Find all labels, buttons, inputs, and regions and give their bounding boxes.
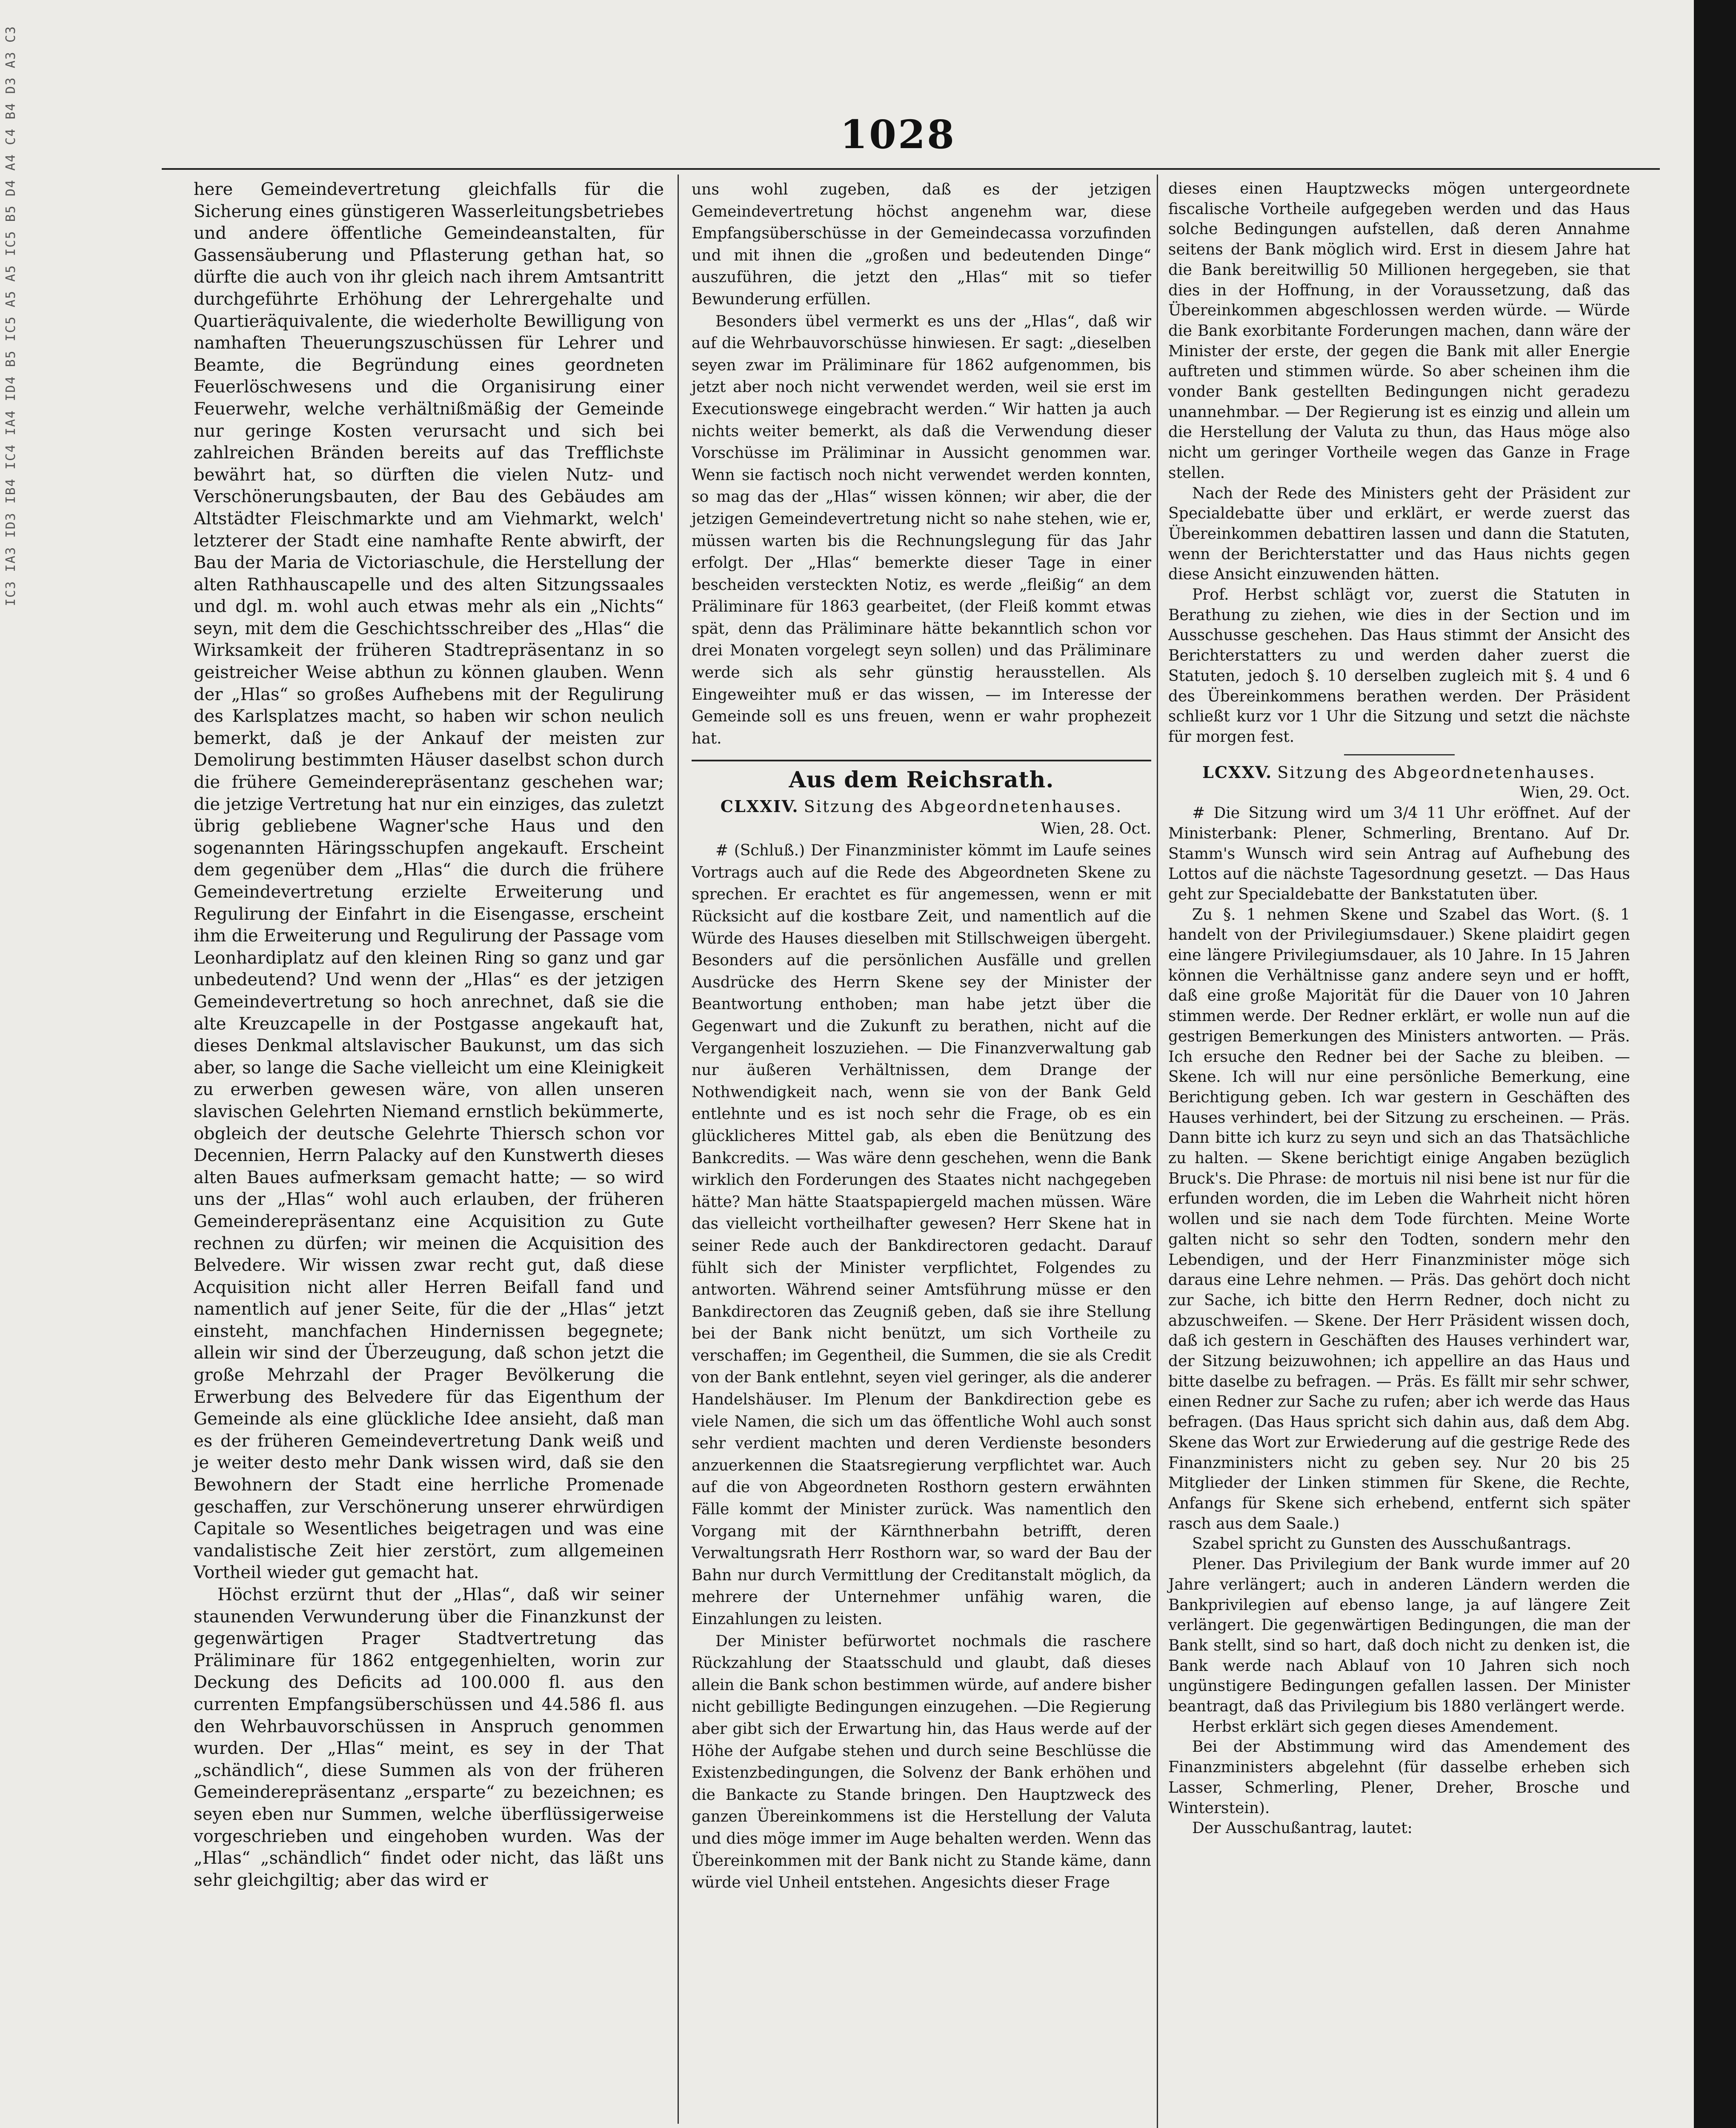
session-number: LCXXV. xyxy=(1202,762,1273,782)
session-number: CLXXIV. xyxy=(720,797,799,816)
col3-paragraph-5: Zu §. 1 nehmen Skene und Szabel das Wort. (§. 1 handelt von der Privilegiumsdauer.) Skene plaidirt gegen eine längere Privilegiumsdauer, als 10 Jahre. In 15 Jahren können die Verhältnisse ganz andere seyn und er hofft, daß eine große Majorität für die Dauer von 10 Jahren stimmen werde. Der Redner erklärt, er wolle nun auf die gestrigen Bemerkungen des Ministers antworten. — Präs. Ich ersuche den Redner bei der Sache zu bleiben. — Skene. Ich will nur eine persönliche Bemerkung, eine Berichtigung geben. Ich war gestern in Geschäften des Hauses verhindert, bei der Sitzung zu erscheinen. — Präs. Dann bitte ich kurz zu seyn und sich an das Thatsächliche zu halten. — Skene berichtigt einige Angaben bezüglich Bruck's. Die Phrase: de mortuis nil nisi bene ist nur für die erfunden worden, die im Leben die Wahrheit nicht hören wollen und sie nach dem Tode fürchten. Meine Worte galten nicht so sehr den Todten, sondern mehr den Lebendigen, und der Herr Finanzminister möge sich daraus eine Lehre nehmen. — Präs. Das gehört doch nicht zur Sache, ich bitte den Herrn Redner, doch nicht zu abzuschweifen. — Skene. Der Herr Präsident wissen doch, daß ich gestern in Geschäften des Hauses verhindert war, der Sitzung beizuwohnen; ich appellire an das Haus und bitte daselbe zu befragen. — Präs. Es fällt mir sehr schwer, einen Redner zur Sache zu rufen; aber ich werde das Haus befragen. (Das Haus spricht sich dahin aus, daß dem Abg. Skene das Wort zur Erwiederung auf die gestrige Rede des Finanzministers nicht zu geben sey. Nur 20 bis 25 Mitglieder der Linken stimmen für Skene, die Rechte, Anfangs für Skene sich erhebend, entfernt sich später rasch aus dem Saale.) xyxy=(1168,906,1630,1533)
session-title: Sitzung des Abgeordnetenhauses. xyxy=(804,797,1123,816)
col3-paragraph-4: # Die Sitzung wird um 3/4 11 Uhr eröffnet. Auf der Ministerbank: Plener, Schmerling, Brentano. Auf Dr. Stamm's Wunsch wird sein Antrag auf Aufhebung des Lottos auf die nächste Tagesordnung gesetzt. — Das Haus geht zur Specialdebatte der Bankstatuten über. xyxy=(1168,804,1630,903)
page-number: 1028 xyxy=(840,112,956,157)
column-2 xyxy=(692,179,1151,1894)
col3-paragraph-9: Bei der Abstimmung wird das Amendement des Finanzministers abgelehnt (für dasselbe erheben sich Lasser, Schmerling, Plener, Dreher, Brosche und Winterstein). xyxy=(1168,1738,1630,1817)
col3-paragraph-8: Herbst erklärt sich gegen dieses Amendement. xyxy=(1192,1718,1559,1736)
col3-paragraph-3: Prof. Herbst schlägt vor, zuerst die Statuten in Berathung zu ziehen, wie dies in der Section und im Ausschusse geschehen. Das Haus stimmt der Ansicht des Berichterstatters zu und werden daher zuerst die Statuten, jedoch §. 10 derselben zugleich mit §. 4 und 6 des Übereinkommens berathen werden. Der Präsident schließt kurz vor 1 Uhr die Sitzung und setzt die nächste für morgen fest. xyxy=(1168,586,1630,746)
col3-paragraph-10: Der Ausschußantrag, lautet: xyxy=(1192,1819,1413,1837)
col1-paragraph-2: Höchst erzürnt thut der „Hlas“, daß wir seiner staunenden Verwunderung über die Finanzkunst der gegenwärtigen Prager Stadtvertretung das Präliminare für 1862 entgegenhielten, worin zur Deckung des Deficits ad 100.000 fl. aus den currenten Empfangsüberschüssen und 44.586 fl. aus den Wehrbauvorschüssen in Anspruch genommen wurden. Der „Hlas“ meint, es sey in der That „schändlich“, diese Summen als von der früheren Gemeinderepräsentanz „ersparte“ zu bezeichnen; es seyen eben nur Summen, welche überflüssigerweise vorgeschrieben und eingehoben wurden. Was der „Hlas“ „schändlich“ findet oder nicht, das läßt uns sehr gleichgiltig; aber das wird er xyxy=(194,1585,664,1890)
session-title: Sitzung des Abgeordnetenhauses. xyxy=(1277,763,1596,782)
col2-paragraph-4: Der Minister befürwortet nochmals die raschere Rückzahlung der Staatsschuld und glaubt, daß dieses allein die Bank schon bestimmen würde, auf andere bisher nicht gebilligte Bedingungen einzugehen. —Die Regierung aber gibt sich der Erwartung hin, das Haus werde auf der Höhe der Aufgabe stehen und durch seine Beschlüsse die Existenzbedingungen, die Solvenz der Bank erhöhen und die Bankacte zu Stande bringen. Den Hauptzweck des ganzen Übereinkommens ist die Herstellung der Valuta und dies möge immer im Auge behalten werden. Wenn das Übereinkommen mit der Bank nicht zu Stande käme, dann würde viel Unheil entstehen. Angesichts dieser Frage xyxy=(692,1632,1151,1892)
column-divider-1 xyxy=(678,174,679,2124)
column-3 xyxy=(1168,179,1630,1839)
section-heading: Aus dem Reichsrath. xyxy=(692,760,1151,791)
col3-paragraph-6: Szabel spricht zu Gunsten des Ausschußantrags. xyxy=(1192,1535,1572,1553)
col2-paragraph-3: # (Schluß.) Der Finanzminister kömmt im Laufe seines Vortrags auch auf die Rede des Abgeordneten Skene zu sprechen. Er erachtet es für angemessen, wenn er mit Rücksicht auf die kostbare Zeit, und namentlich auf die Würde des Hauses dieselben mit Stillschweigen übergeht. Besonders auf die persönlichen Ausfälle und grellen Ausdrücke des Herrn Skene sey der Minister der Beantwortung enthoben; man habe jetzt über die Gegenwart und die Zukunft zu berathen, nicht auf die Vergangenheit loszuziehen. — Die Finanzverwaltung gab nur äußeren Verhältnissen, dem Drange der Nothwendigkeit nach, wenn sie von der Bank Geld entlehnte und es ist noch sehr die Frage, ob es ein glücklicheres Mittel gab, als eben die Benützung des Bankcredits. — Was wäre denn geschehen, wenn die Bank wirklich den Forderungen des Staates nicht nachgegeben hätte? Man hätte Staatspapiergeld machen müssen. Wäre das vielleicht vortheilhafter gewesen? Herr Skene hat in seiner Rede auch der Bankdirectoren gedacht. Darauf fühlt sich der Minister verpflichtet, Folgendes zu antworten. Während seiner Amtsführung müsse er den Bankdirectoren das Zeugniß geben, daß sie ihre Stellung bei der Bank nicht benützt, um sich Vortheile zu verschaffen; im Gegentheil, die Summen, die sie als Credit von der Bank entlehnt, seyen viel geringer, als die anderer Handelshäuser. Im Plenum der Bankdirection gebe es viele Namen, die sich um das öffentliche Wohl auch sonst sehr verdient machten und deren Verdienste besonders anzuerkennen die Staatsregierung verpflichtet war. Auch auf die von Abgeordneten Rosthorn gestern erwähnten Fälle kommt der Minister zurück. Was namentlich den Vorgang mit der Kärnthnerbahn betrifft, deren Verwaltungsrath Herr Rosthorn war, so ward der Bau der Bahn nur durch Vermittlung der Creditanstalt möglich, da mehrere der Unternehmer unfähig waren, die Einzahlungen zu leisten. xyxy=(692,842,1151,1628)
column-divider-2 xyxy=(1157,174,1158,2128)
stamp-text: IC3 IA3 ID3 IB4 IC4 IA4 ID4 B5 IC5 A5 A5 IC5 B5 D4 A4 C4 B4 D3 A3 C3 xyxy=(3,26,18,606)
session-heading-175 xyxy=(1168,762,1630,783)
section-separator xyxy=(1344,754,1455,755)
session-date: Wien, 29. Oct. xyxy=(1519,784,1630,802)
col3-paragraph-7: Plener. Das Privilegium der Bank wurde immer auf 20 Jahre verlängert; auch in anderen Ländern werden die Bankprivilegien auf ebenso lange, ja auf längere Zeit verlängert. Die gegenwärtigen Bedingungen, die man der Bank stellt, sind so hart, daß doch nicht zu denken ist, die Bank werde nach Ablauf von 10 Jahren sich noch ungünstigere Bedingungen gefallen lassen. Der Minister beantragt, daß das Privilegium bis 1880 verlängert werde. xyxy=(1168,1556,1630,1716)
col2-paragraph-1: uns wohl zugeben, daß es der jetzigen Gemeindevertretung höchst angenehm war, diese Empfangsüberschüsse in der Gemeindecassa vorzufinden und mit ihnen die „großen und bedeutenden Dinge“ auszuführen, die jetzt den „Hlas“ mit so tiefer Bewunderung erfüllen. xyxy=(692,181,1151,308)
col3-paragraph-1: dieses einen Hauptzwecks mögen untergeordnete fiscalische Vortheile aufgegeben werden und das Haus solche Bedingungen aufstellen, daß deren Annahme seitens der Bank möglich wird. Erst in diesem Jahre hat die Bank bereitwillig 50 Millionen hergegeben, sie that dies in der Hoffnung, in der Voraussetzung, daß das Übereinkommen abgeschlossen werden würde. — Würde die Bank exorbitante Forderungen machen, dann wäre der Minister der erste, der gegen die Bank mit aller Energie auftreten und stimmen würde. So aber scheinen ihm die vonder Bank gestellten Bedingungen nicht geradezu unannehmbar. — Der Regierung ist es einzig und allein um die Herstellung der Valuta zu thun, das Haus möge also nicht um geringer Vortheile wegen das Ganze in Frage stellen. xyxy=(1168,180,1630,482)
col3-paragraph-2: Nach der Rede des Ministers geht der Präsident zur Specialdebatte über und erklärt, er werde zuerst das Übereinkommen debattiren lassen und dann die Statuten, wenn der Berichterstatter und das Haus nichts gegen diese Ansicht einzuwenden hätten. xyxy=(1168,484,1630,583)
scan-dark-edge xyxy=(1694,0,1736,2128)
column-1 xyxy=(194,179,664,1891)
header-rule xyxy=(162,168,1660,170)
session-heading-174 xyxy=(692,795,1151,818)
col2-paragraph-2: Besonders übel vermerkt es uns der „Hlas“, daß wir auf die Wehrbauvorschüsse hinwiesen. Er sagt: „dieselben seyen zwar im Präliminare für 1862 aufgenommen, bis jetzt aber noch nicht verwendet werden, weil sie erst im Executionswege eingebracht werden.“ Wir hatten ja auch nichts weiter bemerkt, als daß die Verwendung dieser Vorschüsse im Präliminar in Aussicht genommen war. Wenn sie factisch noch nicht verwendet werden konnten, so mag das der „Hlas“ wissen können; wir aber, die der jetzigen Gemeindevertretung nicht so nahe stehen, wie er, müssen warten bis die Rechnungslegung für das Jahr erfolgt. Der „Hlas“ bemerkte dieser Tage in einer bescheiden versteckten Notiz, es werde „fleißig“ an dem Präliminare für 1863 gearbeitet, (der Fleiß kommt etwas spät, denn das Präliminare hätte bekanntlich schon vor drei Monaten vorgelegt seyn sollen) und das Präliminare werde sich als sehr günstig herausstellen. Als Eingeweihter muß er das wissen, — im Interesse der Gemeinde soll es uns freuen, wenn er wahr prophezeit hat. xyxy=(692,312,1151,747)
session-date: Wien, 28. Oct. xyxy=(1041,820,1151,838)
archive-side-stamp xyxy=(3,26,22,2128)
col1-paragraph-1: here Gemeindevertretung gleichfalls für die Sicherung eines günstigeren Wasserleitungsbetriebes und andere öffentliche Gemeindeanstalten, für Gassensäuberung und Pflasterung gethan hat, so dürfte die auch von ihr gleich nach ihrem Amtsantritt durchgeführte Erhöhung der Lehrergehalte und Quartieräquivalente, die wiederholte Bewilligung von namhaften Theuerungszuschüssen für Lehrer und Beamte, die Begründung eines geordneten Feuerlöschwesens und die Organisirung einer Feuerwehr, welche verhältnißmäßig der Gemeinde nur geringe Kosten verursacht und sich bei zahlreichen Bränden bereits auf das Trefflichste bewährt hat, so dürften die vielen Nutz- und Verschönerungsbauten, der Bau des Gebäudes am Altstädter Fleischmarkte und am Viehmarkt, welch' letzterer der Stadt eine namhafte Rente abwirft, der Bau der Maria de Victoriaschule, die Herstellung der alten Rathhauscapelle und des alten Sitzungssaales und dgl. m. wohl auch etwas mehr als ein „Nichts“ seyn, mit dem die Geschichtsschreiber des „Hlas“ die Wirksamkeit der früheren Stadtrepräsentanz in so geistreicher Weise abthun zu können glauben. Wenn der „Hlas“ so großes Aufhebens mit der Regulirung des Karlsplatzes macht, so haben wir schon neulich bemerkt, daß je der Ankauf der meisten zur Demolirung bestimmten Häuser daselbst schon durch die frühere Gemeinderepräsentanz geschehen war; die jetzige Vertretung hat nur ein einziges, das zuletzt übrig gebliebene Wagner'sche Haus und den sogenannten Häringsschupfen angekauft. Erscheint dem gegenüber dem „Hlas“ die durch die frühere Gemeindevertretung erzielte Erweiterung und Regulirung der Einfahrt in die Eisengasse, erscheint ihm die Erweiterung und Regulirung der Passage vom Leonhardiplatz auf den kleinen Ring so ganz und gar unbedeutend? Und wenn der „Hlas“ es der jetzigen Gemeindevertretung so hoch anrechnet, daß sie die alte Kreuzcapelle in der Postgasse angekauft hat, dieses Denkmal altslavischer Baukunst, um das sich aber, so lange die Sache vielleicht um eine Kleinigkeit zu erwerben gewesen wäre, von allen unseren slavischen Gelehrten Niemand ernstlich bekümmerte, obgleich der deutsche Gelehrte Thiersch schon vor Decennien, Herrn Palacky auf den Kunstwerth dieses alten Baues aufmerksam gemacht hatte; — so wird uns der „Hlas“ wohl auch erlauben, der früheren Gemeinderepräsentanz eine Acquisition zu Gute rechnen zu dürfen; wir meinen die Acquisition des Belvedere. Wir wissen zwar recht gut, daß diese Acquisition nicht aller Herren Beifall fand und namentlich auf jener Seite, für die der „Hlas“ jetzt einsteht, manchfachen Hindernissen begegnete; allein wir sind der Überzeugung, daß schon jetzt die große Mehrzahl der Prager Bevölkerung die Erwerbung des Belvedere für das Eigenthum der Gemeinde als eine glückliche Idee ansieht, daß man es der früheren Gemeindevertretung Dank weiß und je weiter desto mehr Dank wissen wird, daß sie den Bewohnern der Stadt eine herrliche Promenade geschaffen, zur Verschönerung unserer ehrwürdigen Capitale so Wesentliches beigetragen und was eine vandalistische Zeit hier zerstört, zum allgemeinen Vortheil wieder gut gemacht hat. xyxy=(194,180,664,1583)
